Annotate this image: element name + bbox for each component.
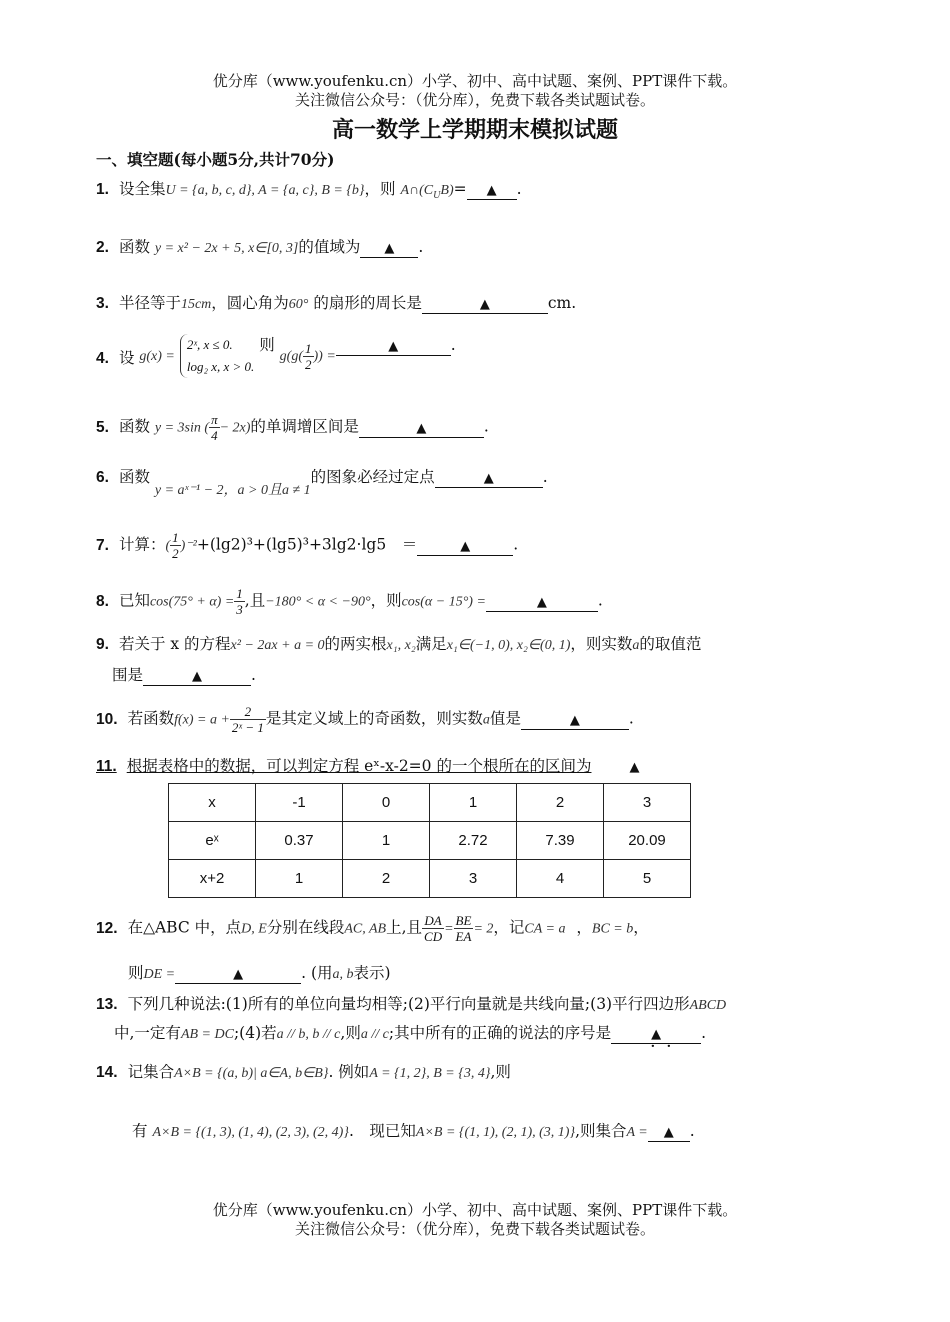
data-table [168,783,691,898]
answer-blank[interactable]: ▲ [417,537,513,556]
question-number: 1. [96,181,109,198]
answer-blank[interactable]: ▲ [521,711,629,730]
answer-blank[interactable]: ▲ [486,593,598,612]
table-row [169,860,691,898]
piecewise-brace: 2ˣ, x ≤ 0. log₂ x, x > 0. [180,334,254,378]
fraction: $\frac{BE}{EA}$ [455,913,472,944]
question-number: 9. [96,636,109,653]
table-cell: 20.09 [604,822,691,860]
table-cell: 7.39 [517,822,604,860]
table-cell: x+2 [169,860,256,898]
answer-blank[interactable]: ▲ [435,469,543,488]
fraction: $\frac{\pi}{4}$ [211,412,218,443]
question-number: 10. [96,710,118,728]
table-cell: 1 [343,822,430,860]
question-12-line-2: 则DE = ▲ . (用a, b表示) [128,964,391,982]
emphasis-dot: · [650,1036,656,1057]
question-6: 6. 函数 y = aˣ⁻¹ − 2，a > 0且a ≠ 1的图象必经过定点 ▲ . [96,468,548,498]
question-1: 1. 设全集U = {a, b, c, d}, A = {a, c}, B = {b}，则 $A\cap(C_UB)=$ ▲ . [96,180,522,202]
question-number: 5. [96,418,109,436]
fraction: $\frac{DA}{CD}$ [424,913,443,944]
question-5: 5. 函数 y = 3sin ( $\frac{\pi}{4}$ − 2x)的单调增区间是 ▲ . [96,412,489,443]
table-cell: -1 [256,784,343,822]
fraction: $\frac{2}{\text{2ˣ − 1}}$ [231,704,264,735]
question-number: 11. [96,758,117,775]
fraction: $\frac{1}{3}$ [236,586,243,617]
table-cell: 2 [343,860,430,898]
answer-blank[interactable]: ▲ [648,1123,690,1142]
question-number: 12. [96,919,118,937]
question-3: 3. 半径等于15cm，圆心角为60° 的扇形的周长是 ▲ cm. [96,294,577,312]
answer-blank[interactable]: ▲ [629,760,640,775]
table-cell: 5 [604,860,691,898]
question-8: 8. 已知cos(75° + α) = $\frac{1}{3}$ ,且−180° < α < −90°，则cos(α − 15°) = ▲ . [96,586,603,617]
question-13: 13. 下列几种说法:(1)所有的单位向量均相等;(2)平行向量就是共线向量;(3)平行四边形ABCD [96,995,727,1013]
page-title: 高一数学上学期期末模拟试题 [331,117,618,143]
question-number: 2. [96,239,109,256]
answer-blank[interactable]: ▲ [336,337,451,356]
footer-line-2: 关注微信公众号：（优分库），免费下载各类试题试卷。 [294,1220,655,1238]
question-number: 14. [96,1064,118,1081]
fraction: $\frac{1}{2}$ [172,530,179,561]
table-cell: x [169,784,256,822]
section-heading: 一、填空题(每小题5分,共计70分) [96,150,335,169]
table-cell: 0 [343,784,430,822]
question-number: 3. [96,295,109,312]
fraction: $\frac{1}{2}$ [305,340,312,372]
header-line-2: 关注微信公众号：（优分库），免费下载各类试题试卷。 [294,91,655,109]
question-10: 10. 若函数f(x) = a + $\frac{2}{\text{2ˣ − 1}}$ 是其定义域上的奇函数，则实数a值是 ▲ . [96,704,634,735]
table-cell: eˣ [169,822,256,860]
table-cell: 4 [517,860,604,898]
question-number: 13. [96,996,118,1013]
question-7: 7. 计算：( $\frac{1}{2}$ )⁻²+(lg2)³+(lg5)³+3lg2·lg5 ＝ ▲ . [96,530,519,561]
table-cell: 1 [430,784,517,822]
answer-blank[interactable]: ▲ [422,295,548,314]
question-14-line-2: 有 A×B = {(1, 3), (1, 4), (2, 3), (2, 4)}. 现已知A×B = {(1, 1), (2, 1), (3, 1)},则集合A = ▲ . [132,1122,695,1140]
answer-blank[interactable]: ▲ [611,1025,701,1044]
table-row [169,784,691,822]
answer-blank[interactable]: ▲ [467,181,517,200]
answer-blank[interactable]: ▲ [143,667,251,686]
answer-blank[interactable]: ▲ [360,239,418,258]
question-14: 14. 记集合A×B = {(a, b)| a∈A, b∈B}. 例如A = {1, 2}, B = {3, 4},则 [96,1063,511,1081]
question-number: 4. [96,350,109,367]
question-9-line-2: 围是 ▲ . [112,666,256,684]
question-number: 6. [96,469,109,486]
footer-line-1: 优分库（www.youfenku.cn）小学、初中、高中试题、案例、PPT课件下载。 [212,1201,738,1219]
question-number: 8. [96,592,109,610]
table-cell: 0.37 [256,822,343,860]
answer-blank[interactable]: ▲ [175,965,301,984]
table-row [169,822,691,860]
question-9: 9. 若关于 x 的方程x² − 2ax + a = 0的两实根x₁, x₂满足x₁∈(−1, 0), x₂∈(0, 1)，则实数a的取值范 [96,635,702,653]
question-12: 12. 在△ABC 中，点D, E分别在线段AC, AB上,且 $\frac{DA}{CD}$ = $\frac{BE}{EA}$ = 2，记CA = a⃗，BC = b， [96,913,649,944]
question-13-line-2: 中,一定有AB = DC;(4)若a // b, b // c,则a // c;其中所有的正确的说法的序号是 ▲ . [114,1024,707,1042]
answer-blank[interactable]: ▲ [359,419,484,438]
question-number: 7. [96,536,109,554]
question-11: 11. 根据表格中的数据，可以判定方程 eˣ-x-2=0 的一个根所在的区间为 ▲ [96,755,677,779]
header-line-1: 优分库（www.youfenku.cn）小学、初中、高中试题、案例、PPT课件下载。 [212,72,738,90]
question-4: 4. 设 g(x) = 2ˣ, x ≤ 0. log₂ x, x > 0. 则 g(g( $\frac{1}{2}$ )) =▲ . [96,334,456,378]
table-cell: 3 [604,784,691,822]
emphasis-dot: · [666,1036,672,1057]
table-cell: 3 [430,860,517,898]
table-cell: 2 [517,784,604,822]
table-cell: 1 [256,860,343,898]
table-cell: 2.72 [430,822,517,860]
question-2: 2. 函数 y = x² − 2x + 5, x∈[0, 3]的值域为 ▲ . [96,238,424,256]
